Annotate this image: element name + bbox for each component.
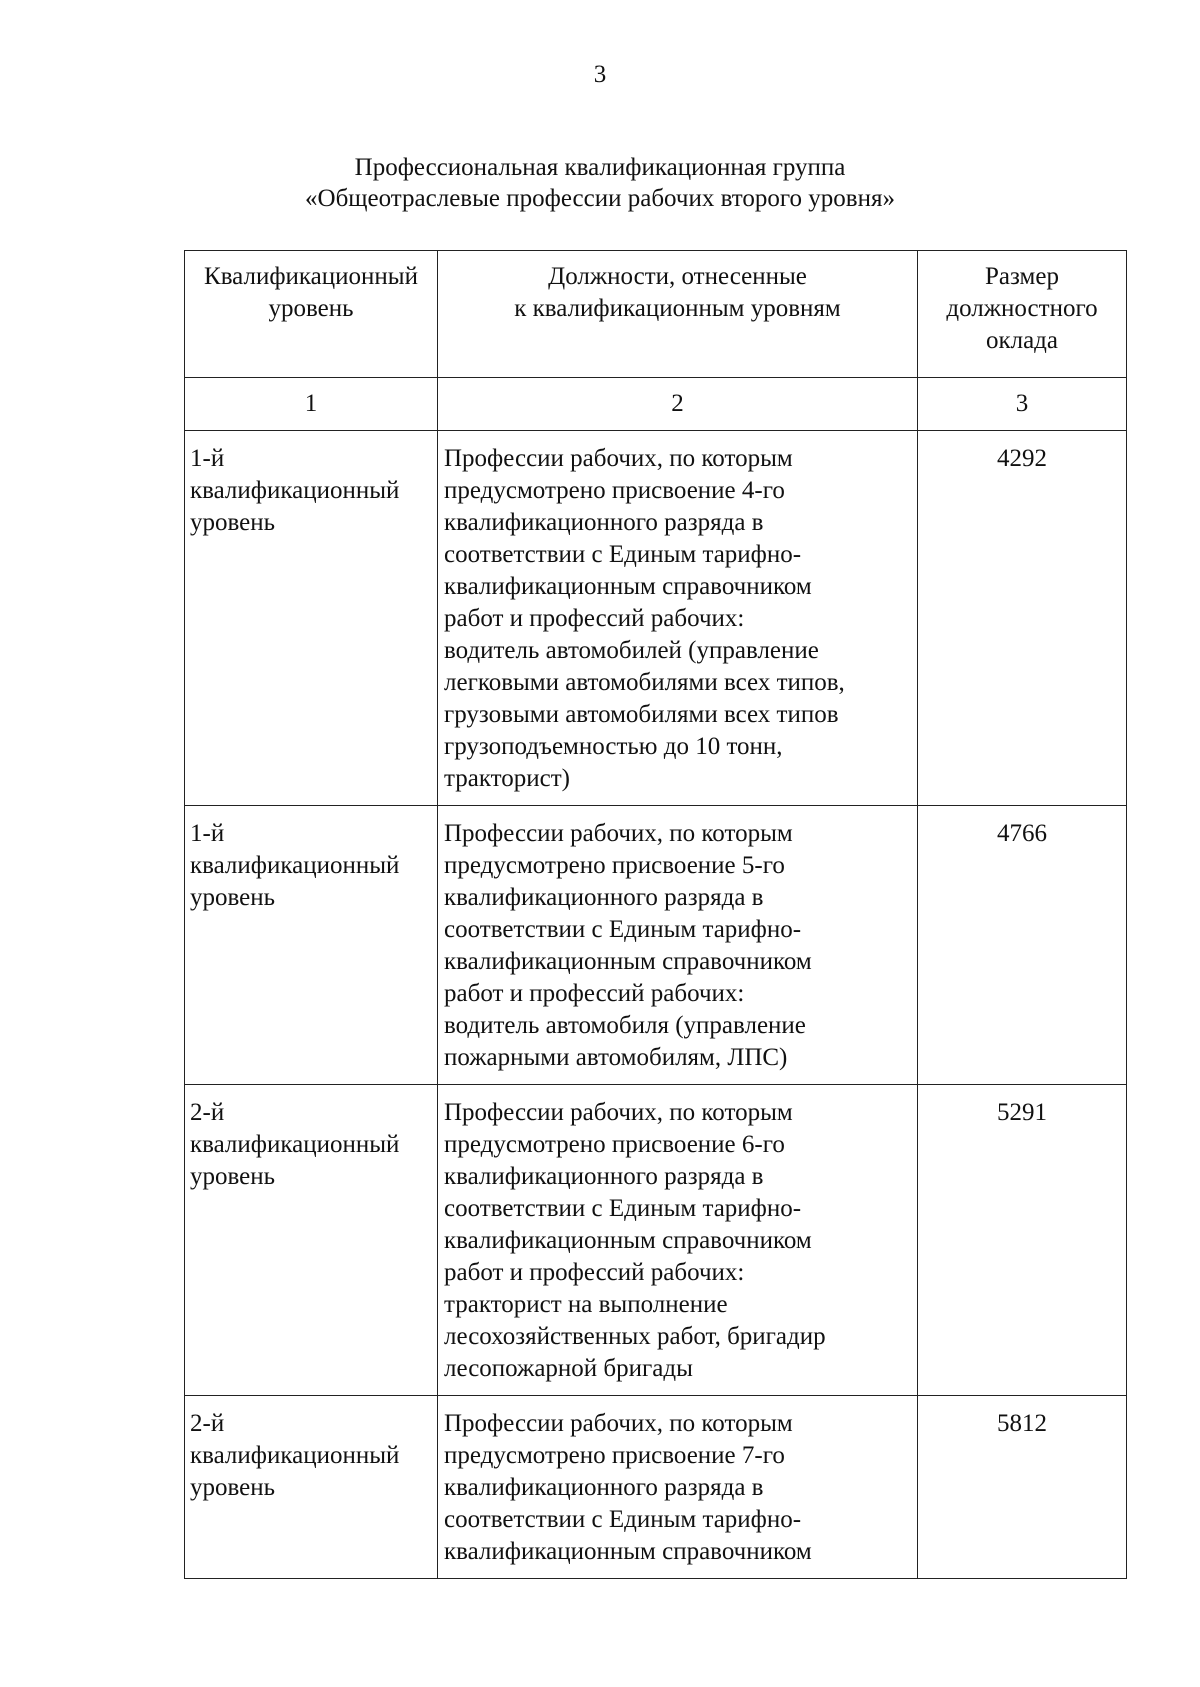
- description-cell: [438, 1085, 918, 1396]
- description-cell: [438, 1396, 918, 1579]
- table-header-row: [185, 251, 1127, 378]
- salary-cell: 5291: [918, 1085, 1127, 1396]
- level-text: 1-й квалификационный уровень: [190, 820, 400, 911]
- column-number-row: [185, 378, 1127, 431]
- column-number-1: 1: [185, 378, 438, 431]
- table-row: [185, 1396, 1127, 1579]
- document-heading: [0, 152, 1200, 214]
- heading-line-1: Профессиональная квалификационная группа: [354, 154, 846, 181]
- column-number-2: 2: [438, 378, 918, 431]
- description-cell: [438, 806, 918, 1085]
- salary-cell: 4766: [918, 806, 1127, 1085]
- header-salary-label: Размер должностного оклада: [946, 263, 1098, 354]
- level-text: 2-й квалификационный уровень: [190, 1099, 400, 1190]
- heading-line-2: «Общеотраслевые профессии рабочих второго уровня»: [305, 185, 895, 212]
- header-cell-salary: [918, 251, 1127, 378]
- description-text: Профессии рабочих, по которым предусмотрено присвоение 7-го квалификационного разряда в соответствии с Единым тарифно- квалификационным справочником: [444, 1410, 812, 1565]
- description-text: Профессии рабочих, по которым предусмотрено присвоение 5-го квалификационного разряда в соответствии с Единым тарифно- квалификационным справочником работ и профессий рабочих: водитель автомобиля (управление пожарными автомобилям, ЛПС): [444, 820, 812, 1071]
- page-number: 3: [593, 61, 607, 88]
- table-row: [185, 431, 1127, 806]
- header-cell-positions: [438, 251, 918, 378]
- description-text: Профессии рабочих, по которым предусмотрено присвоение 4-го квалификационного разряда в соответствии с Единым тарифно- квалификационным справочником работ и профессий рабочих: водитель автомобилей (управление легковыми автомобилями всех типов, грузовыми автомобилями всех типов грузоподъемностью до 10 тонн, тракторист): [444, 445, 845, 792]
- salary-cell: 5812: [918, 1396, 1127, 1579]
- salary-cell: 4292: [918, 431, 1127, 806]
- description-text: Профессии рабочих, по которым предусмотрено присвоение 6-го квалификационного разряда в соответствии с Единым тарифно- квалификационным справочником работ и профессий рабочих: тракторист на выполнение лесохозяйственных работ, бригадир лесопожарной бригады: [444, 1099, 826, 1382]
- description-cell: [438, 431, 918, 806]
- level-cell: [185, 806, 438, 1085]
- level-text: 2-й квалификационный уровень: [190, 1410, 400, 1501]
- level-cell: [185, 431, 438, 806]
- column-number-3: 3: [918, 378, 1127, 431]
- table-row: [185, 806, 1127, 1085]
- table-row: [185, 1085, 1127, 1396]
- level-text: 1-й квалификационный уровень: [190, 445, 400, 536]
- level-cell: [185, 1396, 438, 1579]
- header-level-label: Квалификационный уровень: [204, 263, 418, 322]
- header-cell-level: [185, 251, 438, 378]
- salary-table: [184, 250, 1127, 1579]
- level-cell: [185, 1085, 438, 1396]
- header-positions-label: Должности, отнесенные к квалификационным уровням: [514, 263, 841, 322]
